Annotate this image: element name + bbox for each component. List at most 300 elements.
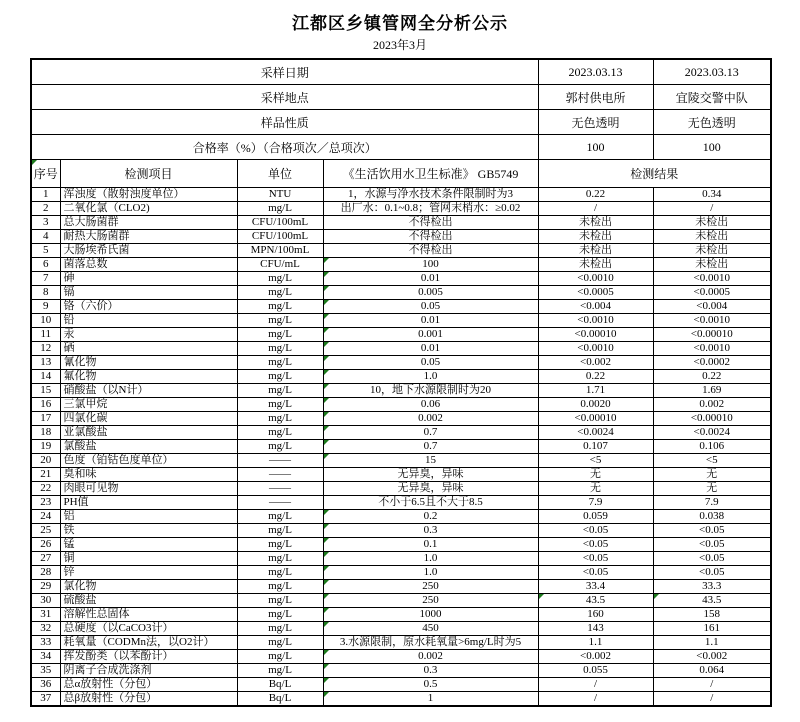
row-index-cell bbox=[31, 510, 60, 524]
item-cell-text: 浑浊度（散射浊度单位） bbox=[63, 188, 185, 200]
standard-cell-text: 0.01 bbox=[420, 272, 441, 284]
result-cell bbox=[653, 482, 771, 496]
result-cell bbox=[653, 356, 771, 370]
table-row bbox=[31, 594, 771, 608]
row-index-cell-text: 29 bbox=[40, 580, 52, 592]
result-cell bbox=[653, 440, 771, 454]
result-cell bbox=[653, 412, 771, 426]
standard-cell-text: 250 bbox=[422, 580, 439, 592]
item-cell-text: 总大肠菌群 bbox=[63, 216, 119, 228]
standard-cell bbox=[323, 664, 538, 678]
table-row bbox=[31, 412, 771, 426]
item-cell-text: 铜 bbox=[63, 552, 75, 564]
unit-cell-text: mg/L bbox=[268, 524, 292, 536]
error-flag-icon bbox=[324, 608, 329, 613]
result-cell bbox=[538, 678, 653, 692]
standard-cell-text: 不得检出 bbox=[408, 230, 453, 242]
result-cell-text: 0.0020 bbox=[580, 398, 611, 410]
standard-cell bbox=[323, 216, 538, 230]
standard-cell bbox=[323, 594, 538, 608]
result-cell-text: 0.002 bbox=[699, 398, 725, 410]
standard-cell bbox=[323, 608, 538, 622]
standard-cell-text: 0.002 bbox=[418, 412, 443, 424]
result-cell bbox=[653, 692, 771, 707]
row-index-cell bbox=[31, 244, 60, 258]
result-cell bbox=[538, 384, 653, 398]
unit-cell bbox=[237, 580, 323, 594]
result-cell-text: <0.00010 bbox=[574, 412, 617, 424]
item-cell bbox=[60, 258, 237, 272]
row-index-cell bbox=[31, 524, 60, 538]
standard-cell bbox=[323, 356, 538, 370]
result-cell-text: 160 bbox=[587, 608, 604, 620]
error-flag-icon bbox=[324, 650, 329, 655]
result-cell-text: 未检出 bbox=[579, 230, 613, 242]
unit-cell bbox=[237, 440, 323, 454]
unit-cell bbox=[237, 496, 323, 510]
result-cell-text: <0.0010 bbox=[577, 342, 614, 354]
item-cell bbox=[60, 594, 237, 608]
table-row bbox=[31, 566, 771, 580]
unit-cell-text: mg/L bbox=[268, 426, 292, 438]
standard-cell-text: 不得检出 bbox=[408, 244, 453, 256]
result-cell-text: 无 bbox=[706, 468, 718, 480]
result-cell-text: 43.5 bbox=[702, 594, 722, 606]
row-index-cell bbox=[31, 272, 60, 286]
unit-cell-text: mg/L bbox=[268, 356, 292, 368]
row-index-cell bbox=[31, 440, 60, 454]
result-cell bbox=[653, 650, 771, 664]
row-index-cell-text: 36 bbox=[40, 678, 52, 690]
result-cell bbox=[653, 202, 771, 216]
standard-cell-text: 1.0 bbox=[423, 566, 438, 578]
error-flag-icon bbox=[324, 328, 329, 333]
result-cell-text: <0.00010 bbox=[690, 412, 733, 424]
result-cell bbox=[653, 230, 771, 244]
result-cell-text: 7.9 bbox=[588, 496, 603, 508]
info-value-cell-text: 无色透明 bbox=[687, 115, 736, 130]
row-index-cell bbox=[31, 692, 60, 707]
result-cell-text: / bbox=[593, 202, 598, 214]
result-cell-text: / bbox=[710, 202, 714, 214]
item-cell-text: 菌落总数 bbox=[63, 258, 108, 270]
result-cell-text: 未检出 bbox=[695, 230, 729, 242]
unit-cell bbox=[237, 370, 323, 384]
unit-cell bbox=[237, 552, 323, 566]
error-flag-icon bbox=[324, 342, 329, 347]
result-cell-text: 0.34 bbox=[702, 188, 722, 200]
table-row bbox=[31, 342, 771, 356]
result-cell-text: 未检出 bbox=[579, 216, 613, 228]
standard-cell-text: 0.001 bbox=[418, 328, 443, 340]
item-cell-text: 汞 bbox=[63, 328, 75, 340]
item-cell-text: 总β放射性（分包） bbox=[63, 692, 158, 704]
info-value-cell-text: 2023.03.13 bbox=[684, 64, 739, 79]
table-row bbox=[31, 636, 771, 650]
table-row bbox=[31, 440, 771, 454]
standard-cell-text: 不小于6.5且不大于8.5 bbox=[378, 496, 483, 508]
result-cell-text: 1.71 bbox=[585, 384, 606, 396]
standard-cell bbox=[323, 622, 538, 636]
standard-cell bbox=[323, 342, 538, 356]
result-cell-text: 0.22 bbox=[585, 188, 606, 200]
result-cell bbox=[653, 342, 771, 356]
result-cell bbox=[538, 370, 653, 384]
result-cell bbox=[653, 594, 771, 608]
item-cell bbox=[60, 580, 237, 594]
table-row bbox=[31, 524, 771, 538]
info-value-cell-text: 郭村供电所 bbox=[565, 90, 626, 105]
result-cell-text: <0.0010 bbox=[693, 342, 730, 354]
result-cell bbox=[538, 468, 653, 482]
table-row bbox=[31, 538, 771, 552]
unit-cell-text: CFU/mL bbox=[260, 258, 300, 270]
item-cell-text: 挥发酚类（以苯酚计） bbox=[63, 650, 174, 662]
table-row bbox=[31, 496, 771, 510]
item-cell bbox=[60, 664, 237, 678]
error-flag-icon bbox=[324, 300, 329, 305]
standard-cell bbox=[323, 202, 538, 216]
standard-cell bbox=[323, 244, 538, 258]
row-index-cell-text: 32 bbox=[40, 622, 52, 634]
standard-cell-text: 0.7 bbox=[423, 426, 438, 438]
row-index-cell-text: 25 bbox=[40, 524, 52, 536]
unit-cell-text: mg/L bbox=[268, 622, 292, 634]
result-cell-text: 0.059 bbox=[583, 510, 608, 522]
unit-cell bbox=[237, 300, 323, 314]
result-cell bbox=[653, 608, 771, 622]
table-row bbox=[31, 468, 771, 482]
result-cell-text: <0.05 bbox=[582, 566, 609, 578]
unit-cell bbox=[237, 566, 323, 580]
result-cell bbox=[653, 566, 771, 580]
unit-cell bbox=[237, 650, 323, 664]
standard-cell bbox=[323, 258, 538, 272]
unit-cell-text: CFU/100mL bbox=[251, 230, 309, 242]
unit-cell bbox=[237, 314, 323, 328]
row-index-cell-text: 35 bbox=[40, 664, 52, 676]
table-row bbox=[31, 426, 771, 440]
row-index-cell bbox=[31, 300, 60, 314]
info-label-cell bbox=[31, 135, 538, 160]
unit-cell bbox=[237, 244, 323, 258]
result-cell bbox=[653, 510, 771, 524]
table-row bbox=[31, 384, 771, 398]
result-cell bbox=[653, 188, 771, 202]
result-cell bbox=[653, 496, 771, 510]
standard-cell-text: 0.05 bbox=[420, 356, 441, 368]
result-cell-text: 0.106 bbox=[699, 440, 725, 452]
item-cell bbox=[60, 286, 237, 300]
standard-cell bbox=[323, 524, 538, 538]
info-value-cell bbox=[653, 135, 771, 160]
error-flag-icon bbox=[324, 580, 329, 585]
table-row bbox=[31, 580, 771, 594]
result-cell bbox=[653, 328, 771, 342]
unit-cell bbox=[237, 286, 323, 300]
result-cell bbox=[538, 244, 653, 258]
standard-cell bbox=[323, 678, 538, 692]
table-row bbox=[31, 482, 771, 496]
unit-cell-text: CFU/100mL bbox=[251, 216, 309, 228]
result-cell bbox=[538, 552, 653, 566]
error-flag-icon bbox=[324, 524, 329, 529]
item-cell-text: 耐热大肠菌群 bbox=[63, 230, 130, 242]
item-cell-text: 铁 bbox=[63, 524, 75, 536]
standard-cell-text: 0.5 bbox=[423, 678, 438, 690]
standard-cell bbox=[323, 482, 538, 496]
unit-cell bbox=[237, 188, 323, 202]
result-cell bbox=[653, 636, 771, 650]
row-index-cell bbox=[31, 482, 60, 496]
info-value-cell-text: 100 bbox=[702, 139, 721, 154]
unit-cell-text: mg/L bbox=[268, 286, 292, 298]
result-cell bbox=[653, 580, 771, 594]
item-cell-text: 氟化物 bbox=[63, 370, 97, 382]
result-cell-text: 未检出 bbox=[579, 258, 613, 270]
result-cell bbox=[653, 552, 771, 566]
item-cell bbox=[60, 454, 237, 468]
result-cell bbox=[653, 538, 771, 552]
unit-cell bbox=[237, 510, 323, 524]
result-cell-text: <0.05 bbox=[582, 524, 609, 536]
unit-cell bbox=[237, 216, 323, 230]
result-cell-text: <0.05 bbox=[699, 538, 725, 550]
table-row bbox=[31, 356, 771, 370]
standard-cell-text: 0.2 bbox=[423, 510, 438, 522]
result-cell bbox=[538, 342, 653, 356]
error-flag-icon bbox=[324, 692, 329, 697]
standard-cell-text: 0.7 bbox=[423, 440, 438, 452]
item-cell-text: 硒 bbox=[63, 342, 75, 354]
unit-cell bbox=[237, 692, 323, 707]
unit-cell bbox=[237, 636, 323, 650]
result-cell-text: <5 bbox=[589, 454, 602, 466]
table-row bbox=[31, 328, 771, 342]
item-cell bbox=[60, 510, 237, 524]
table-row bbox=[31, 258, 771, 272]
result-cell-text: <0.0005 bbox=[693, 286, 730, 298]
result-cell-text: 0.107 bbox=[583, 440, 608, 452]
standard-cell-text: 1.0 bbox=[423, 370, 438, 382]
column-header-row bbox=[31, 160, 771, 188]
standard-cell bbox=[323, 384, 538, 398]
row-index-cell bbox=[31, 426, 60, 440]
unit-cell-text: —— bbox=[269, 468, 291, 480]
unit-cell bbox=[237, 594, 323, 608]
unit-cell bbox=[237, 328, 323, 342]
error-flag-icon bbox=[324, 552, 329, 557]
standard-cell bbox=[323, 454, 538, 468]
info-value-cell bbox=[538, 110, 653, 135]
result-cell bbox=[538, 454, 653, 468]
page-title: 江都区乡镇管网全分析公示 bbox=[292, 14, 508, 34]
error-flag-icon bbox=[324, 510, 329, 515]
standard-cell bbox=[323, 370, 538, 384]
result-cell-text: <0.00010 bbox=[690, 328, 733, 340]
row-index-cell bbox=[31, 594, 60, 608]
unit-cell-text: mg/L bbox=[268, 398, 292, 410]
unit-cell-text: NTU bbox=[268, 188, 292, 200]
unit-cell bbox=[237, 258, 323, 272]
unit-cell-text: mg/L bbox=[268, 566, 292, 578]
standard-cell-text: 0.3 bbox=[423, 524, 438, 536]
result-cell-text: <0.05 bbox=[582, 538, 609, 550]
result-cell bbox=[653, 454, 771, 468]
error-flag-icon bbox=[324, 314, 329, 319]
table-row bbox=[31, 398, 771, 412]
info-value-cell-text: 2023.03.13 bbox=[568, 64, 623, 79]
item-cell-text: 锌 bbox=[63, 566, 75, 578]
unit-cell-text: mg/L bbox=[268, 552, 292, 564]
item-cell bbox=[60, 412, 237, 426]
table-row bbox=[31, 608, 771, 622]
error-flag-icon bbox=[324, 356, 329, 361]
result-cell bbox=[653, 622, 771, 636]
item-cell bbox=[60, 398, 237, 412]
error-flag-icon bbox=[324, 426, 329, 431]
info-value-cell bbox=[538, 135, 653, 160]
row-index-cell bbox=[31, 328, 60, 342]
result-cell-text: <0.05 bbox=[699, 566, 725, 578]
standard-cell bbox=[323, 636, 538, 650]
item-cell-text: 铝 bbox=[63, 510, 75, 522]
result-cell-text: 43.5 bbox=[585, 594, 606, 606]
standard-cell bbox=[323, 440, 538, 454]
item-cell-text: 四氯化碳 bbox=[63, 412, 108, 424]
row-index-cell bbox=[31, 496, 60, 510]
column-header-result: 检测结果 bbox=[538, 160, 771, 188]
unit-cell-text: mg/L bbox=[268, 594, 292, 606]
column-header-index bbox=[31, 160, 60, 188]
result-cell-text: <0.0010 bbox=[577, 272, 614, 284]
result-cell bbox=[653, 426, 771, 440]
standard-cell bbox=[323, 426, 538, 440]
item-cell-text: 铅 bbox=[63, 314, 75, 326]
info-label-cell bbox=[31, 85, 538, 110]
result-cell-text: 0.055 bbox=[583, 664, 608, 676]
row-index-cell-text: 8 bbox=[43, 286, 49, 298]
result-cell-text: 未检出 bbox=[695, 216, 729, 228]
error-flag-icon bbox=[324, 664, 329, 669]
result-cell bbox=[538, 692, 653, 707]
result-cell bbox=[538, 636, 653, 650]
standard-cell-text: 100 bbox=[422, 258, 439, 270]
info-value-cell bbox=[653, 85, 771, 110]
result-cell bbox=[538, 286, 653, 300]
row-index-cell-text: 17 bbox=[40, 412, 52, 424]
result-cell bbox=[653, 258, 771, 272]
result-cell bbox=[538, 664, 653, 678]
analysis-table bbox=[30, 58, 772, 707]
item-cell bbox=[60, 650, 237, 664]
row-index-cell bbox=[31, 314, 60, 328]
result-cell-text: <0.0010 bbox=[693, 272, 730, 284]
row-index-cell-text: 33 bbox=[40, 636, 52, 648]
item-cell-text: 二氧化氯（CLO2) bbox=[63, 202, 150, 214]
item-cell bbox=[60, 300, 237, 314]
unit-cell-text: MPN/100mL bbox=[250, 244, 310, 256]
result-cell-text: 33.3 bbox=[702, 580, 722, 592]
row-index-cell-text: 5 bbox=[43, 244, 49, 256]
item-cell bbox=[60, 538, 237, 552]
table-row bbox=[31, 314, 771, 328]
result-cell bbox=[538, 440, 653, 454]
column-header-item: 检测项目 bbox=[60, 160, 237, 188]
result-cell-text: 1.69 bbox=[702, 384, 722, 396]
result-cell bbox=[653, 300, 771, 314]
info-value-cell-text: 100 bbox=[586, 139, 605, 154]
item-cell-text: 肉眼可见物 bbox=[63, 482, 119, 494]
result-cell-text: 0.064 bbox=[699, 664, 725, 676]
row-index-cell-text: 3 bbox=[43, 216, 49, 228]
row-index-cell-text: 14 bbox=[40, 370, 52, 382]
row-index-cell bbox=[31, 384, 60, 398]
row-index-cell-text: 12 bbox=[40, 342, 52, 354]
standard-cell bbox=[323, 692, 538, 707]
result-cell bbox=[653, 286, 771, 300]
row-index-cell-text: 27 bbox=[40, 552, 52, 564]
unit-cell bbox=[237, 356, 323, 370]
unit-cell-text: mg/L bbox=[268, 328, 292, 340]
standard-cell bbox=[323, 398, 538, 412]
unit-cell-text: mg/L bbox=[268, 580, 292, 592]
result-cell bbox=[538, 580, 653, 594]
result-cell bbox=[538, 650, 653, 664]
unit-cell-text: mg/L bbox=[268, 384, 292, 396]
error-flag-icon bbox=[654, 594, 659, 599]
standard-cell bbox=[323, 650, 538, 664]
table-row bbox=[31, 622, 771, 636]
row-index-cell bbox=[31, 566, 60, 580]
unit-cell-text: Bq/L bbox=[268, 678, 292, 690]
standard-cell bbox=[323, 580, 538, 594]
error-flag-icon bbox=[324, 272, 329, 277]
item-cell-text: 三氯甲烷 bbox=[63, 398, 108, 410]
item-cell-text: 亚氯酸盐 bbox=[63, 426, 108, 438]
info-row bbox=[31, 135, 771, 160]
result-cell bbox=[653, 524, 771, 538]
info-row bbox=[31, 110, 771, 135]
error-flag-icon bbox=[324, 622, 329, 627]
unit-cell bbox=[237, 202, 323, 216]
table-row bbox=[31, 244, 771, 258]
result-cell-text: 未检出 bbox=[579, 244, 613, 256]
table-row bbox=[31, 510, 771, 524]
item-cell bbox=[60, 552, 237, 566]
result-cell bbox=[538, 608, 653, 622]
result-cell-text: 0.038 bbox=[699, 510, 725, 522]
item-cell-text: 溶解性总固体 bbox=[63, 608, 130, 620]
item-cell-text: 镉 bbox=[63, 286, 75, 298]
result-cell bbox=[538, 356, 653, 370]
row-index-cell bbox=[31, 622, 60, 636]
item-cell bbox=[60, 216, 237, 230]
result-cell-text: 158 bbox=[703, 608, 721, 620]
row-index-cell bbox=[31, 580, 60, 594]
unit-cell-text: mg/L bbox=[268, 370, 292, 382]
unit-cell bbox=[237, 398, 323, 412]
error-flag-icon bbox=[324, 538, 329, 543]
info-label-cell bbox=[31, 110, 538, 135]
result-cell bbox=[653, 244, 771, 258]
standard-cell-text: 无异臭，异味 bbox=[397, 468, 464, 480]
unit-cell bbox=[237, 538, 323, 552]
item-cell bbox=[60, 496, 237, 510]
result-cell bbox=[653, 664, 771, 678]
standard-cell bbox=[323, 188, 538, 202]
standard-cell bbox=[323, 538, 538, 552]
